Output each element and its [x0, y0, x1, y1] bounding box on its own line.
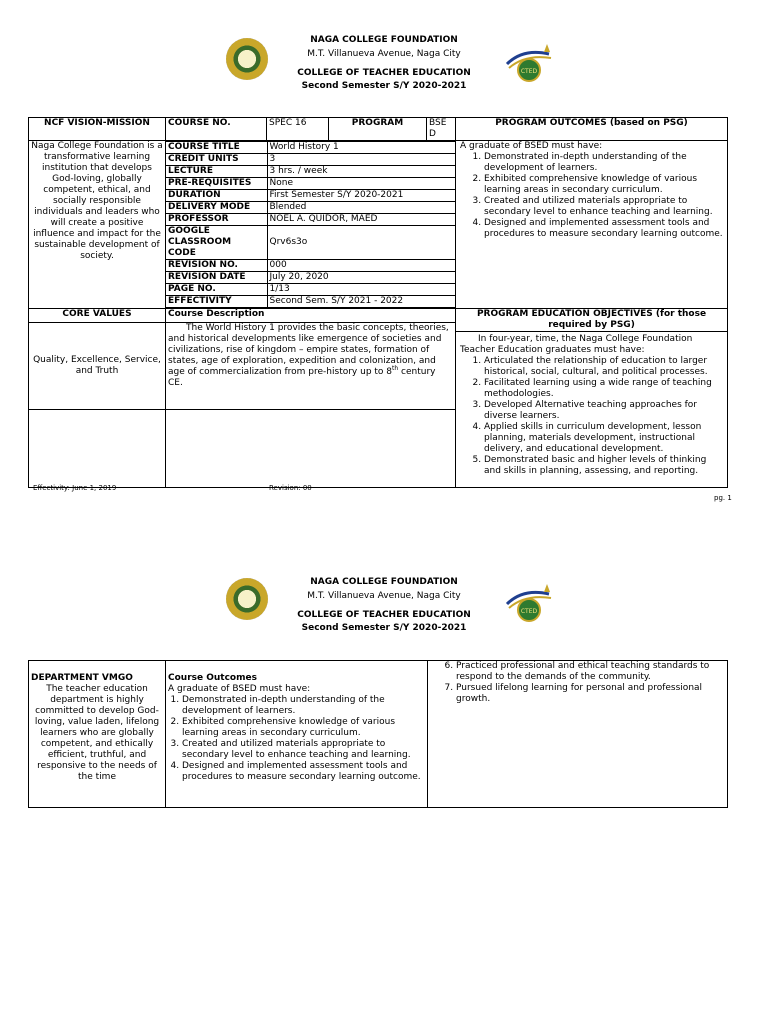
course-detail-value: July 20, 2020	[267, 272, 455, 284]
course-outcome-item: 3. Created and utilized materials appropriate to secondary level to enhance teaching and learning.	[182, 739, 425, 761]
dept-vmgo-header: DEPARTMENT VMGO	[31, 673, 133, 683]
google-label-line: CLASSROOM	[168, 237, 232, 247]
course-no-value: SPEC 16	[267, 118, 329, 141]
vision-mission-text: Naga College Foundation is a transformative learning institution that develops God-loving, globally competent, ethical, and socially responsible individuals and leaders who will create a positive influence and impact for the sustainable development of society.	[29, 141, 166, 309]
program-outcomes-header: PROGRAM OUTCOMES (based on PSG)	[456, 118, 728, 141]
course-detail-label: DURATION	[166, 190, 267, 202]
course-detail-row	[166, 272, 455, 284]
peo-item: 4. Applied skills in curriculum development, lesson planning, materials development, instructional delivery, and educational development.	[484, 422, 725, 455]
dept-vmgo-text: The teacher education department is highly committed to develop God-loving, value laden, lifelong learners who are globally competent, and ethically efficient, truthful, and responsive to the needs of the time	[34, 684, 160, 782]
institution-name: NAGA COLLEGE FOUNDATION	[310, 35, 458, 45]
course-detail-value: NOEL A. QUIDOR, MAED	[267, 214, 455, 226]
program-outcome-item: 1. Demonstrated in-depth understanding of the development of learners.	[484, 152, 725, 174]
course-detail-value: Blended	[267, 202, 455, 214]
course-outcomes-list	[168, 695, 425, 783]
program-outcome-item: 3. Created and utilized materials appropriate to secondary level to enhance teaching and learning.	[484, 196, 725, 218]
google-label-line: CODE	[168, 248, 196, 258]
peo-continued-list	[432, 661, 725, 705]
course-details-table	[166, 141, 455, 308]
program-outcome-item: 4. Designed and implemented assessment tools and procedures to measure secondary learning outcome.	[484, 218, 725, 240]
peo-list	[460, 356, 725, 477]
course-no-label: COURSE NO.	[166, 118, 267, 141]
program-label: PROGRAM	[329, 118, 427, 141]
core-values-text: Quality, Excellence, Service, and Truth	[29, 323, 166, 410]
course-detail-label: LECTURE	[166, 166, 267, 178]
peo-continued-cell	[428, 661, 728, 808]
peo-intro: In four-year, time, the Naga College Foundation Teacher Education graduates must have:	[460, 334, 693, 355]
google-label-line: GOOGLE	[168, 226, 210, 236]
semester-label: Second Semester S/Y 2020-2021	[301, 623, 467, 633]
peo-item: 2. Facilitated learning using a wide range of teaching methodologies.	[484, 378, 725, 400]
core-values-header: CORE VALUES	[29, 309, 166, 323]
course-outcomes-header: Course Outcomes	[168, 673, 257, 683]
course-description-end: century CE.	[168, 367, 436, 388]
empty-cell	[29, 410, 166, 488]
peo-header: PROGRAM EDUCATION OBJECTIVES (for those required by PSG)	[456, 309, 727, 332]
page-2	[0, 540, 768, 1024]
course-detail-value: Second Sem. S/Y 2021 - 2022	[267, 296, 455, 308]
syllabus-info-table	[28, 117, 728, 488]
vmgo-table	[28, 660, 728, 808]
course-detail-label: DELIVERY MODE	[166, 202, 267, 214]
course-detail-value: 3 hrs. / week	[267, 166, 455, 178]
peo-item: 7. Pursued lifelong learning for personal and professional growth.	[456, 683, 725, 705]
page-1	[0, 0, 768, 510]
course-description-sup: th	[392, 365, 399, 372]
footer-effectivity: Effectivity: June 1, 2019	[33, 484, 117, 492]
course-detail-label: PAGE NO.	[166, 284, 267, 296]
course-detail-label: COURSE TITLE	[166, 142, 267, 154]
course-detail-value: None	[267, 178, 455, 190]
course-detail-row	[166, 202, 455, 214]
course-detail-value: 3	[267, 154, 455, 166]
course-detail-label: CREDIT UNITS	[166, 154, 267, 166]
program-value: BSE D	[427, 118, 456, 141]
course-detail-label: REVISION NO.	[166, 260, 267, 272]
course-detail-row	[166, 214, 455, 226]
course-detail-row	[166, 260, 455, 272]
course-details-cell	[166, 141, 456, 309]
course-description-text	[166, 323, 456, 410]
program-outcomes-intro: A graduate of BSED must have:	[460, 141, 603, 151]
course-outcome-item: 1. Demonstrated in-depth understanding of the development of learners.	[182, 695, 425, 717]
google-classroom-label	[166, 226, 267, 260]
course-outcomes-cell	[166, 661, 428, 808]
course-detail-value: 1/13	[267, 284, 455, 296]
institution-address: M.T. Villanueva Avenue, Naga City	[307, 49, 461, 59]
program-outcomes-cell	[456, 141, 728, 309]
course-detail-label: EFFECTIVITY	[166, 296, 267, 308]
course-detail-row	[166, 178, 455, 190]
program-outcomes-list	[460, 152, 725, 240]
course-description-header: Course Description	[166, 309, 456, 323]
peo-item: 3. Developed Alternative teaching approaches for diverse learners.	[484, 400, 725, 422]
footer-page-number: pg. 1	[714, 494, 732, 502]
peo-item: 5. Demonstrated basic and higher levels of thinking and skills in planning, assessing, and reporting.	[484, 455, 725, 477]
institution-name: NAGA COLLEGE FOUNDATION	[310, 577, 458, 587]
course-detail-row	[166, 166, 455, 178]
course-outcomes-intro: A graduate of BSED must have:	[168, 684, 311, 694]
svg-text:CTED: CTED	[520, 608, 538, 615]
peo-item: 6. Practiced professional and ethical teaching standards to respond to the demands of the community.	[456, 661, 725, 683]
course-detail-value: First Semester S/Y 2020-2021	[267, 190, 455, 202]
course-detail-label: REVISION DATE	[166, 272, 267, 284]
course-detail-row	[166, 190, 455, 202]
institution-address: M.T. Villanueva Avenue, Naga City	[307, 591, 461, 601]
empty-cell	[166, 410, 456, 488]
course-outcome-item: 4. Designed and implemented assessment tools and procedures to measure secondary learning outcome.	[182, 761, 425, 783]
google-classroom-code: Qrv6s3o	[267, 226, 455, 260]
course-detail-row	[166, 142, 455, 154]
footer-revision: Revision: 00	[269, 484, 312, 492]
course-detail-value: 000	[267, 260, 455, 272]
course-description-body: The World History 1 provides the basic concepts, theories, and historical developments like emergence of societies and civilizations, rise of kingdom – empire states, formation of states, age of exploration, expedition and colonization, and age of commercialization from pre-history up to 8	[168, 323, 449, 377]
course-detail-value: World History 1	[267, 142, 455, 154]
vision-mission-header: NCF VISION-MISSION	[29, 118, 166, 141]
svg-text:CTED: CTED	[520, 68, 538, 75]
course-detail-label: PROFESSOR	[166, 214, 267, 226]
course-detail-label: PRE-REQUISITES	[166, 178, 267, 190]
course-detail-row	[166, 284, 455, 296]
course-detail-row	[166, 296, 455, 308]
course-detail-row	[166, 154, 455, 166]
course-outcome-item: 2. Exhibited comprehensive knowledge of various learning areas in secondary curriculum.	[182, 717, 425, 739]
program-outcome-item: 2. Exhibited comprehensive knowledge of various learning areas in secondary curriculum.	[484, 174, 725, 196]
semester-label: Second Semester S/Y 2020-2021	[301, 81, 467, 91]
dept-vmgo-cell	[29, 661, 166, 808]
college-name: COLLEGE OF TEACHER EDUCATION	[297, 610, 471, 620]
peo-item: 1. Articulated the relationship of education to larger historical, social, cultural, and political processes.	[484, 356, 725, 378]
college-name: COLLEGE OF TEACHER EDUCATION	[297, 68, 471, 78]
peo-cell	[456, 309, 728, 488]
